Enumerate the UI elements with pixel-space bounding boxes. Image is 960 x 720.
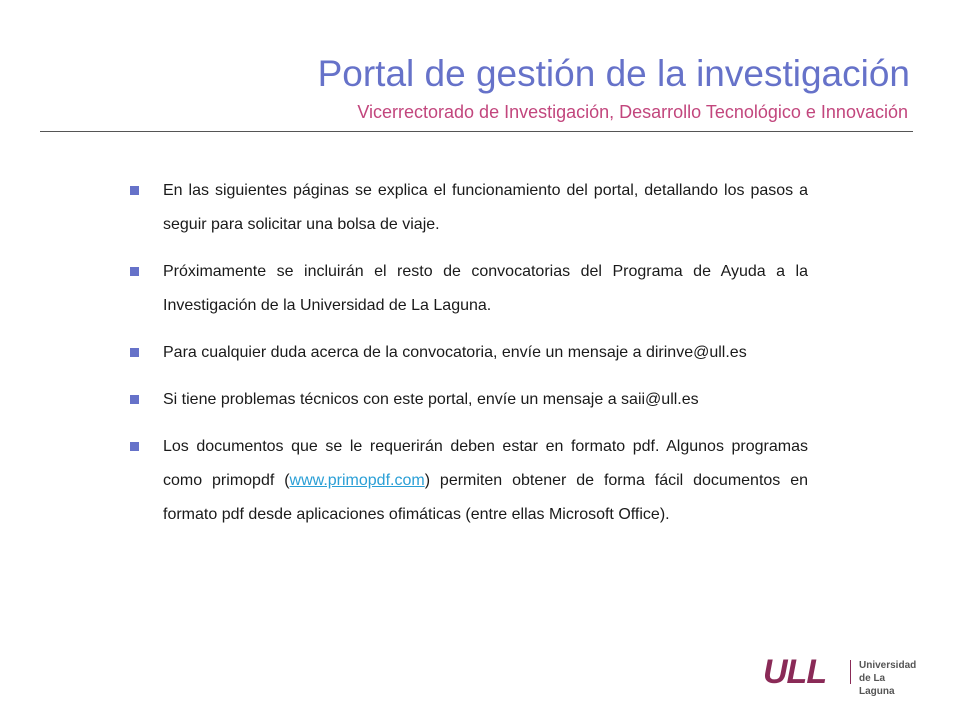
logo-separator — [850, 660, 851, 684]
list-item — [130, 383, 808, 417]
list-item — [130, 174, 808, 242]
list-item — [130, 430, 808, 532]
logo-line-1: Universidad — [859, 660, 917, 671]
university-logo — [763, 650, 923, 697]
list-item-text — [163, 430, 808, 532]
primopdf-link[interactable]: www.primopdf.com — [289, 472, 425, 489]
logo-text — [859, 659, 923, 698]
logo-mark: ULL — [763, 653, 827, 691]
bullet-list — [130, 174, 808, 545]
square-bullet-icon — [130, 267, 139, 276]
page-title: Portal de gestión de la investigación — [317, 53, 910, 94]
page-subtitle: Vicerrectorado de Investigación, Desarrollo Tecnológico e Innovación — [357, 102, 908, 122]
list-item-text-after: ) permiten obtener de forma fácil documentos en formato pdf desde aplicaciones ofimáticas (entre ellas Microsoft Office). — [163, 472, 809, 523]
square-bullet-icon — [130, 348, 139, 357]
square-bullet-icon — [130, 395, 139, 404]
list-item — [130, 255, 808, 323]
list-item — [130, 336, 808, 370]
list-item-text: Próximamente se incluirán el resto de convocatorias del Programa de Ayuda a la Investigación de la Universidad de La Laguna. — [163, 263, 808, 314]
header-divider — [40, 131, 913, 132]
square-bullet-icon — [130, 186, 139, 195]
list-item-text-before: Los documentos que se le requerirán deben estar en formato pdf. Algunos programas como primopdf ( — [163, 438, 808, 489]
logo-line-2: de La Laguna — [859, 673, 895, 697]
list-item-text: Para cualquier duda acerca de la convocatoria, envíe un mensaje a dirinve@ull.es — [163, 344, 747, 361]
list-item-text: Si tiene problemas técnicos con este portal, envíe un mensaje a saii@ull.es — [163, 391, 699, 408]
square-bullet-icon — [130, 442, 139, 451]
list-item-text: En las siguientes páginas se explica el funcionamiento del portal, detallando los pasos a seguir para solicitar una bolsa de viaje. — [163, 182, 808, 233]
